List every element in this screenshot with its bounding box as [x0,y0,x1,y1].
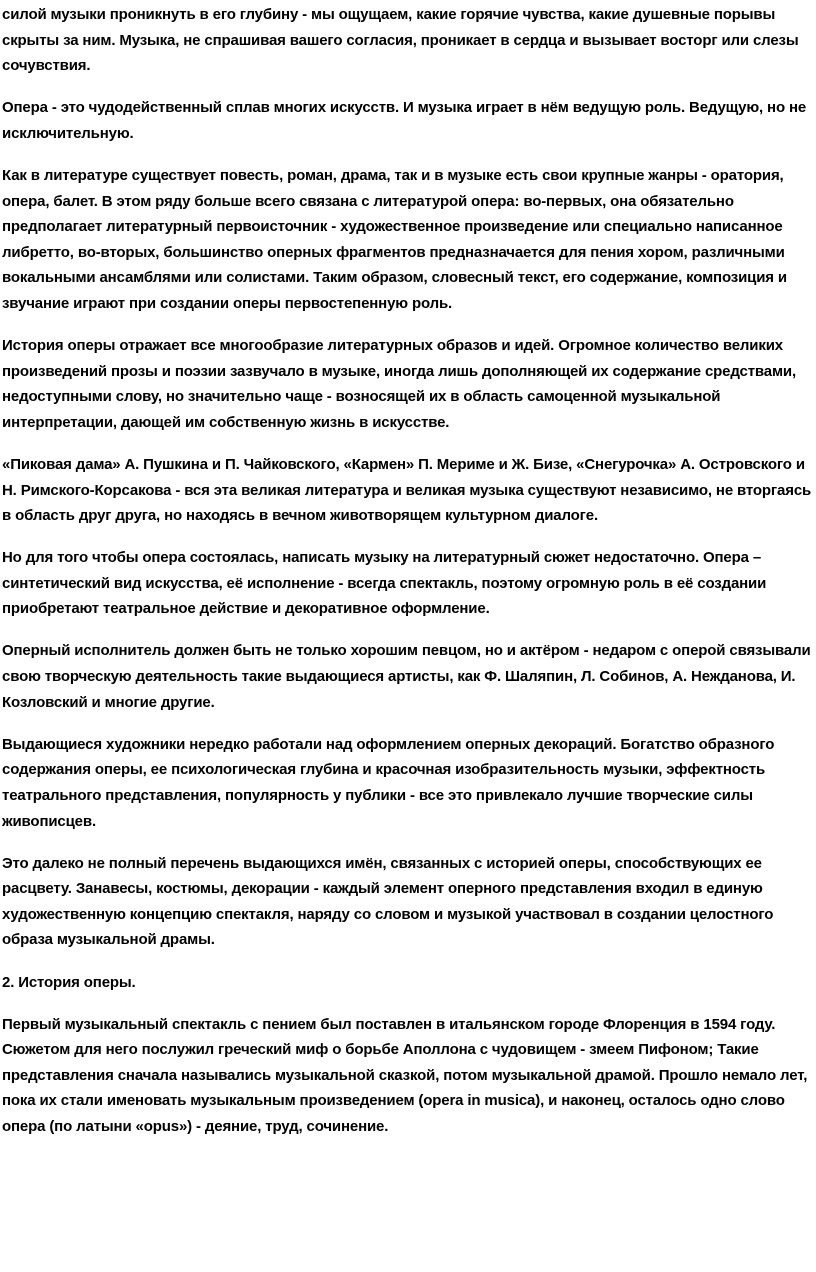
paragraph-first-spectacle: Первый музыкальный спектакль с пением был поставлен в итальянском городе Флоренция в 1594 году. Сюжетом для него послужил греческий миф о борьбе Аполлона с чудовищем - змеем Пифоном; Такие представления сначала назывались музыкальной сказкой, потом музыкальной драмой. Прошло немало лет, пока их стали именовать музыкальным произведением (opera in musica), и наконец, осталось одно слово опера (по латыни «opus») - деяние, труд, сочинение. [2,1015,808,1135]
paragraph-intro-continuation: силой музыки проникнуть в его глубину - мы ощущаем, какие горячие чувства, какие душевные порывы скрыты за ним. Музыка, не спрашивая вашего согласия, проникает в сердца и вызывает восторг или слезы сочувствия. [2,6,799,75]
section-heading: 2. История оперы. [2,973,136,991]
paragraph-examples: «Пиковая дама» А. Пушкина и П. Чайковского, «Кармен» П. Мериме и Ж. Бизе, «Снегурочка» А. Островского и Н. Римского-Корсакова - вся эта великая литература и великая музыка существуют независимо, не вторгаясь в область друг друга, но находясь в вечном животворящем культурном диалоге. [2,455,812,525]
paragraph-opera-history-images: История оперы отражает все многообразие литературных образов и идей. Огромное количество великих произведений прозы и поэзии зазвучало в музыке, иногда лишь дополняющей их содержание средствами, недоступными слову, но значительно чаще - возносящей их в область самоценной музыкальной интерпретации, дающей им собственную жизнь в искусстве. [2,337,797,431]
paragraph-artists: Выдающиеся художники нередко работали над оформлением оперных декораций. Богатство образного содержания оперы, ее психологическая глубина и красочная изобразительность музыки, эффектность театрального представления, популярность у публики - все это привлекало лучшие творческие силы живописцев. [2,735,775,830]
paragraph-synthetic-art: Но для того чтобы опера состоялась, написать музыку на литературный сюжет недостаточно. Опера – синтетический вид искусства, её исполнение - всегда спектакль, поэтому огромную роль в её создании приобретают театральное действие и декоративное оформление. [2,549,767,618]
paragraph-literature-genres: Как в литературе существует повесть, роман, драма, так и в музыке есть свои крупные жанры - оратория, опера, балет. В этом ряду больше всего связана с литературой опера: во-первых, она обязательно предполагает литературный первоисточник - художественное произведение или специально написанное либретто, во-вторых, большинство оперных фрагментов предназначается для пения хором, различными вокальными ансамблями или солистами. Таким образом, словесный текст, его содержание, композиция и звучание играют при создании оперы первостепенную роль. [2,166,787,312]
paragraph-performers: Оперный исполнитель должен быть не только хорошим певцом, но и актёром - недаром с оперой связывали свою творческую деятельность такие выдающиеся артисты, как Ф. Шаляпин, Л. Собинов, А. Нежданова, И. Козловский и многие другие. [2,642,811,711]
paragraph-names-list: Это далеко не полный перечень выдающихся имён, связанных с историей оперы, способствующих ее расцвету. Занавесы, костюмы, декорации - каждый элемент оперного представления входил в единую художественную концепцию спектакля, наряду со словом и музыкой участвовал в создании целостного образа музыкальной драмы. [2,854,774,949]
paragraph-opera-synthesis: Опера - это чудодейственный сплав многих искусств. И музыка играет в нём ведущую роль. Ведущую, но не исключительную. [2,99,807,142]
